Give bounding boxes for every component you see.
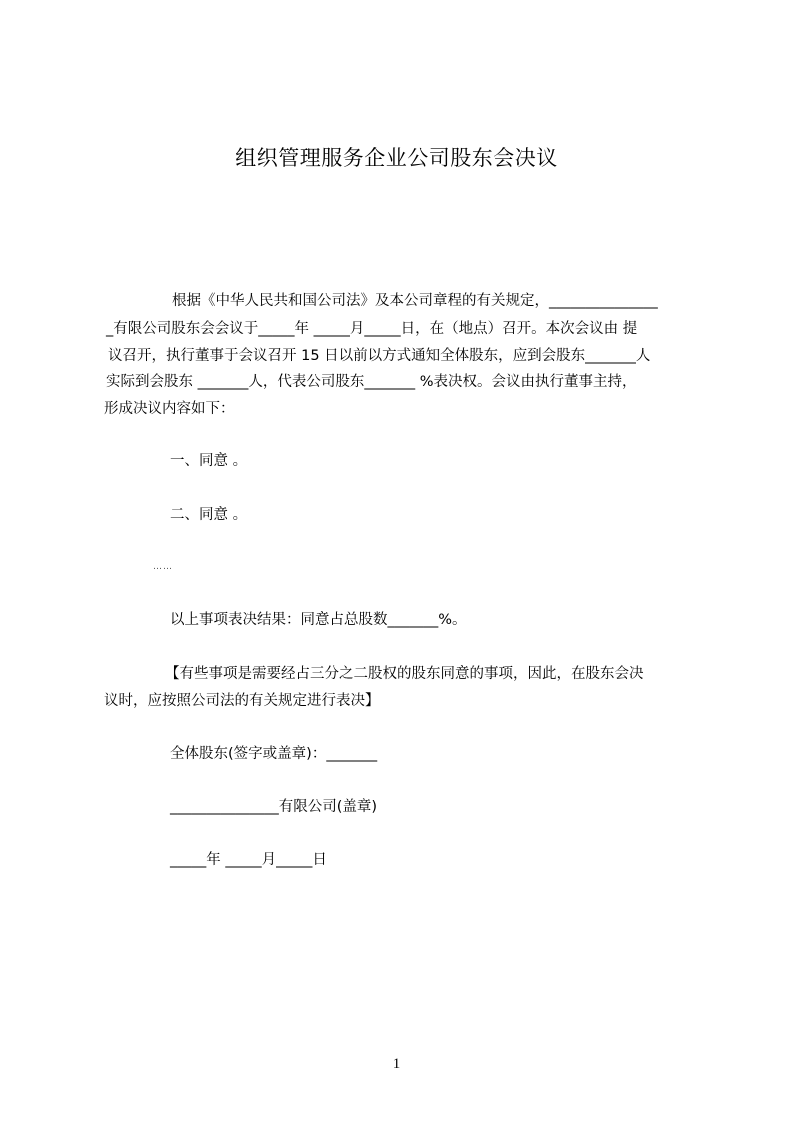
page-number: 1 bbox=[392, 1056, 401, 1072]
vote-result: 以上事项表决结果：同意占总股数_______%。 bbox=[170, 612, 467, 628]
resolution-item-1: 一、同意 。 bbox=[170, 453, 248, 469]
note-line-2: 议时，应按照公司法的有关规定进行表决】 bbox=[104, 693, 380, 709]
intro-line-5: 形成决议内容如下： bbox=[104, 401, 235, 417]
intro-line-2: _有限公司股东会会议于_____年 _____月_____日，在（地点）召开。本次会议由 提 bbox=[106, 321, 638, 337]
document-title: 组织管理服务企业公司股东会决议 bbox=[235, 146, 558, 170]
resolution-item-2: 二、同意 。 bbox=[170, 507, 248, 523]
intro-line-4: 实际到会股东 _______人，代表公司股东_______ %表决权。会议由执行董事主持， bbox=[106, 374, 637, 390]
intro-line-3: 议召开，执行董事于会议召开 15 日以前以方式通知全体股东，应到会股东_______人 bbox=[108, 348, 651, 364]
company-seal-line: _______________有限公司(盖章) bbox=[170, 799, 378, 815]
intro-line-1: 根据《中华人民共和国公司法》及本公司章程的有关规定，_______________ bbox=[172, 293, 658, 309]
ellipsis-marker: …… bbox=[153, 562, 173, 572]
shareholders-signature-line: 全体股东(签字或盖章)：_______ bbox=[170, 746, 378, 762]
date-line: _____年 _____月_____日 bbox=[170, 852, 327, 868]
note-line-1: 【有些事项是需要经占三分之二股权的股东同意的事项，因此，在股东会决 bbox=[165, 666, 644, 682]
